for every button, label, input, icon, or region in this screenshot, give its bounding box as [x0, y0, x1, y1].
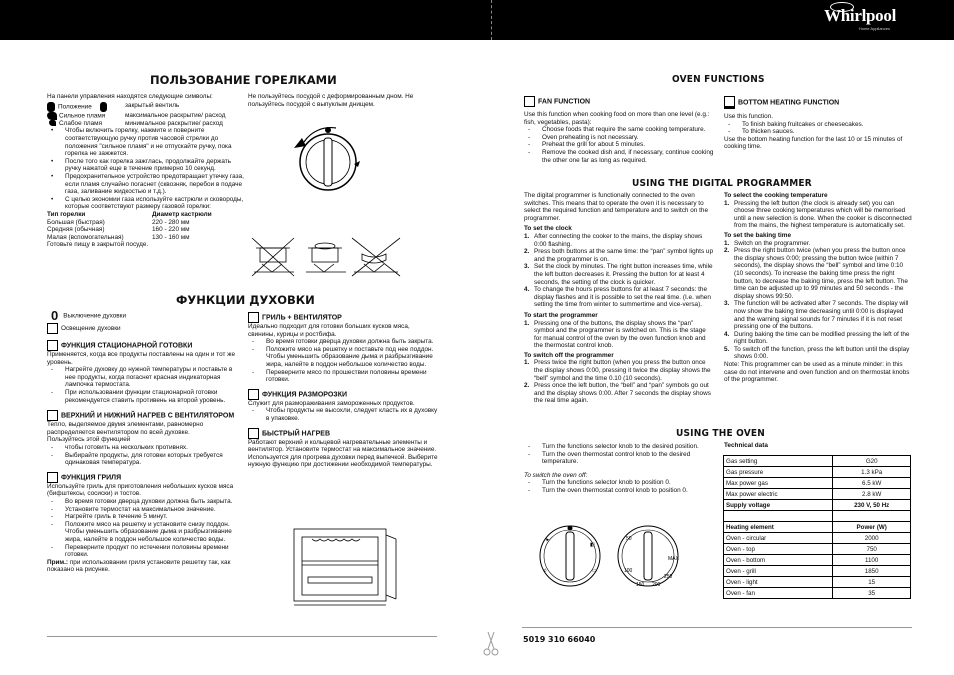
burner-bullet: • После того как горелка зажглась, продолжайте держать ручку нажатой еще в течение примерно 10 секунд. — [47, 158, 245, 173]
heading-text: ГРИЛЬ + ВЕНТИЛЯТОР — [262, 314, 342, 322]
using-item: - Turn the oven thermostat control knob to the desired temperature. — [524, 451, 714, 466]
header-bar — [0, 0, 954, 40]
burners-intro: На панели управления находятся следующие символы: — [47, 93, 213, 100]
off-label: Выключение духовки — [63, 312, 127, 320]
switch-step: 2. Press once the left button, the “bell” and “pan” symbols go out and the display shows 0:00. After 7 seconds the display shows the real time again. — [524, 382, 711, 405]
temp-step: 1. Pressing the left button (the clock is already set) you can choose three cooking temperatures which will be memorised until a new selection is done. When the cooker is disconnected from the mains, the highest temperature is automatically set. — [724, 199, 912, 230]
grill-item: - Установите термостат на максимальное значение. — [47, 506, 242, 514]
static-function-heading — [47, 340, 242, 351]
fan-icon — [524, 96, 535, 107]
clock-step: 4. To change the hours press buttons for at least 7 seconds: the display flashes and it is possible to set the real time. (I.e. when setting the time from winter to summertime and vice-versa). — [524, 286, 711, 309]
symbol-row-1 — [47, 112, 245, 120]
svg-text:▭: ▭ — [592, 568, 597, 574]
baking-step: 5. To switch off the function, press the left button until the display shows 0:00. — [724, 345, 910, 361]
zero-icon: 0 — [51, 308, 59, 323]
fan-function-item: - Oven preheating is not necessary. — [524, 134, 714, 142]
fan-function-text: Use this function when cooking food on more than one level (e.g.: fish, vegetables, pasta): — [524, 111, 710, 126]
clock-step: 3. Set the clock by minutes. The right button increases time, while the left button decreases it. Pressing the button for at least 4 seconds, the setting of the clock is quicker. — [524, 263, 713, 286]
power-value: 1100 — [833, 555, 911, 566]
fast-heat-text: Работают верхний и кольцевой нагревательные элементы и вентилятор. Установите термостат на максимальное значение. — [248, 438, 437, 454]
heading-text: ФУНКЦИЯ ГРИЛЯ — [61, 474, 122, 482]
tech-row — [724, 456, 911, 467]
burners-footer-note: Готовьте пищу в закрытой посуде. — [47, 241, 149, 249]
bottom-heat-icon — [724, 96, 735, 109]
baking-step: 4. During baking the time can be modified pressing the left of the right button. — [724, 330, 910, 346]
fan-function-section — [524, 96, 714, 164]
cookware-illustrations — [250, 236, 410, 280]
cell: 220 - 280 мм — [152, 218, 190, 226]
light-row — [47, 323, 242, 334]
knob-label: 150 — [636, 582, 645, 588]
grill-item: - Положите мясо на решетку и установите снизу поддон. Чтобы уменьшить образование дыма и разбрызгивание жира, налейте в поддон небольшое количество воды. — [47, 521, 242, 544]
tech-value: 6.5 kW — [833, 478, 911, 489]
heading-text: ФУНКЦИЯ СТАЦИОНАРНОЙ ГОТОВКИ — [61, 342, 193, 350]
cell: Средняя (обычная) — [47, 226, 105, 234]
set-baking-heading: To set the baking time — [724, 231, 791, 239]
power-header: Power (W) — [833, 522, 911, 533]
power-label: Oven - circular — [724, 533, 833, 544]
heading-text: БЫСТРЫЙ НАГРЕВ — [262, 429, 331, 437]
tech-value: G20 — [833, 456, 911, 467]
cell: 130 - 160 мм — [152, 233, 190, 241]
knob-label: MAX — [668, 556, 679, 562]
fast-heat-text: Используется для прогрева духовки перед выпечкой. Выберите нужную функцию при достижении необходимой температуры. — [248, 453, 438, 469]
tech-row — [724, 489, 911, 500]
oven-functions-title-ru: ФУНКЦИИ ДУХОВКИ — [176, 293, 315, 307]
oven-knobs-illustration — [536, 520, 696, 592]
oven-functions-right-col — [248, 312, 438, 469]
small-flame-icon — [49, 120, 56, 126]
switch-oven-off-heading: To switch the oven off: — [524, 471, 588, 479]
select-temp-heading: To select the cooking temperature — [724, 192, 828, 199]
part-number: 5019 310 66040 — [523, 635, 596, 644]
big-flame-icon — [47, 112, 57, 120]
right-page-divider — [522, 627, 912, 628]
grill-note — [47, 559, 242, 574]
static-item: - При использовании функции стационарной готовки рекомендуется ставить противень на второй уровень. — [47, 389, 242, 404]
power-row — [724, 555, 911, 566]
tech-label: Gas pressure — [724, 467, 833, 478]
clock-step: 1. After connecting the cooker to the mains, the display shows 0:00 flashing. — [524, 232, 703, 248]
burner-table-header — [47, 211, 245, 219]
symbol-label: Сильное пламя — [59, 112, 106, 120]
note-label: Прим.: — [47, 558, 69, 566]
left-page-divider — [47, 636, 437, 637]
tech-value: 1.3 kPa — [833, 467, 911, 478]
start-step: 1. Pressing one of the buttons, the display shows the “pan” symbol and the programmer is switched on. This is the stage for manual control of the oven by the oven function knob and the thermostat control knob. — [524, 319, 706, 350]
fan-item: - чтобы готовить на нескольких противнях. — [47, 444, 242, 452]
heading-text: ВЕРХНИЙ И НИЖНИЙ НАГРЕВ С ВЕНТИЛЯТОРОМ — [61, 412, 235, 420]
tech-row — [724, 478, 911, 489]
baking-step: 2. Press the right button twice (when you press the button once the display shows 0:00; pressing the button twice (within 7 seconds), the display shows the “bell” symbol and time 0:10 (10 seconds). To increase the baking time press the right button, to decrease the baking time, press the left button. The time can be adjusted up to 99 minutes and 50 seconds - the display shows 99:50. — [724, 247, 908, 300]
power-label: Oven - light — [724, 577, 833, 588]
fan-heat-heading — [47, 410, 242, 421]
fan-item: - Выбирайте продукты, для готовки которых требуется одинаковая температура. — [47, 452, 242, 467]
cell: 160 - 220 мм — [152, 226, 190, 234]
defrost-heading — [248, 389, 438, 400]
power-label: Oven - grill — [724, 566, 833, 577]
tech-label: Max power electric — [724, 489, 833, 500]
header-cell: Диаметр кастрюли — [152, 211, 212, 218]
grill-item: - Нагрейте гриль в течение 5 минут. — [47, 513, 242, 521]
tech-label: Max power gas — [724, 478, 833, 489]
grill-text: Используйте гриль для приготовления небольших кусков мяса (бифштексы, сосиски) и тостов. — [47, 482, 234, 498]
grill-icon — [47, 472, 58, 483]
brand-tagline: Home Appliances — [858, 26, 890, 31]
knob-label: 250 — [664, 574, 673, 580]
fast-heat-icon — [248, 428, 259, 439]
oven-off-item: - Turn the functions selector knob to position 0. — [524, 479, 714, 487]
power-label: Oven - top — [724, 544, 833, 555]
symbol-value: закрытый вентиль — [125, 101, 180, 109]
symbol-row-0 — [47, 102, 245, 112]
baking-step: 3. The function will be activated after 7 seconds. The display will now show the baking time decreasing until 0:00 is displayed and the warning signal sounds for 7 minutes if it is not reset pressing one of the buttons. — [724, 300, 909, 331]
burner-knob-illustration — [280, 120, 380, 200]
technical-data-heading: Technical data — [724, 442, 768, 449]
cookware-note: Не пользуйтесь посудой с деформированным дном. Не пользуйтесь посудой с выпуклым днищем. — [248, 93, 414, 108]
static-item: - Нагрейте духовку до нужной температуры и поставьте в нее продукты, когда погаснет красная индикаторная лампочка термостата. — [47, 366, 242, 389]
brand-logo: Whirlpool — [824, 6, 896, 25]
power-header: Heating element — [724, 522, 833, 533]
fast-heat-heading — [248, 428, 438, 439]
header-cell: Тип горелки — [47, 211, 86, 218]
knob-label: 50 — [626, 536, 632, 542]
defrost-text: Служит для размораживания замороженных продуктов. — [248, 399, 415, 407]
power-value: 2000 — [833, 533, 911, 544]
power-value: 15 — [833, 577, 911, 588]
bottom-heating-text: Use the bottom heating function for the last 10 or 15 minutes of cooking time. — [724, 135, 903, 151]
start-programmer-heading: To start the programmer — [524, 311, 598, 319]
bottom-heating-item: - To thicken sauces. — [724, 128, 914, 136]
set-clock-heading: To set the clock — [524, 225, 572, 233]
burner-bullet: • Предохранительное устройство предотвращает утечку газа, если пламя случайно погаснет (сквозняк, перебои в подаче газа, заливание жидкостью и т.д.). — [47, 173, 245, 196]
svg-text:◧: ◧ — [590, 542, 595, 548]
fan-text: Тепло, выделяемое двумя элементами, равномерно распределяется вентилятором по всей духовке. — [47, 421, 204, 436]
power-label: Oven - bottom — [724, 555, 833, 566]
grill-fan-item: - Во время готовки дверца духовки должна быть закрыта. — [248, 338, 438, 346]
knob-label: 100 — [624, 568, 633, 574]
programmer-left-col — [524, 192, 714, 405]
bottom-heating-heading — [724, 96, 914, 109]
power-value: 35 — [833, 588, 911, 599]
oven-off-item: - Turn the oven thermostat control knob to position 0. — [524, 487, 714, 495]
light-label: Освещение духовки — [61, 325, 121, 333]
grill-item: - Во время готовки дверца духовки должна быть закрыта. — [47, 498, 242, 506]
bottom-heating-section — [724, 96, 914, 151]
static-text: Применяется, когда все продукты поставлены на один и тот же уровень. — [47, 351, 236, 366]
bottom-heating-text: Use this function. — [724, 113, 774, 120]
fan-heat-icon — [47, 410, 58, 421]
technical-data-table — [723, 455, 911, 599]
fan-text: Пользуйтесь этой функцией — [47, 436, 131, 444]
off-row — [47, 308, 242, 323]
power-row — [724, 544, 911, 555]
power-row — [724, 566, 911, 577]
oven-functions-left-col — [47, 308, 242, 574]
fan-function-item: - Remove the cooked dish and, if necessary, continue cooking the other one far as long as required. — [524, 149, 714, 164]
fan-function-item: - Preheat the grill for about 5 minutes. — [524, 141, 714, 149]
grill-item: - Переверните продукт по истечении половины времени готовки. — [47, 544, 242, 559]
static-heat-icon — [47, 340, 58, 351]
using-item: - Turn the functions selector knob to the desired position. — [524, 443, 714, 451]
power-row — [724, 588, 911, 599]
lamp-icon — [47, 323, 58, 334]
tech-label: Gas setting — [724, 456, 833, 467]
clock-step: 2. Press both buttons at the same time: the “pan” symbol lights up and the programmer is on. — [524, 248, 714, 263]
power-label: Oven - fan — [724, 588, 833, 599]
cell: Малая (вспомогательная) — [47, 233, 124, 241]
bottom-heating-item: - To finish baking fruitcakes or cheesecakes. — [724, 121, 914, 129]
oven-functions-title: OVEN FUNCTIONS — [672, 74, 765, 85]
programmer-title: USING THE DIGITAL PROGRAMMER — [632, 178, 812, 189]
burners-title: ПОЛЬЗОВАНИЕ ГОРЕЛКАМИ — [150, 73, 337, 87]
symbol-label: Положение — [58, 103, 92, 111]
svg-text:◊: ◊ — [544, 568, 547, 574]
knob-label: 200 — [652, 582, 661, 588]
tech-value: 2.8 kW — [833, 489, 911, 500]
svg-text:▲: ▲ — [543, 535, 552, 544]
defrost-item: - Чтобы продукты не высохли, следует класть их в духовку в упаковке. — [248, 407, 438, 422]
defrost-icon — [248, 389, 259, 400]
using-oven-title: USING THE OVEN — [676, 428, 765, 439]
fan-function-item: - Choose foods that require the same cooking temperature. — [524, 126, 714, 134]
programmer-note: Note: This programmer can be used as a minute minder: in this case do not intervene and oven function and on thermostat knobs of the programmer. — [724, 361, 910, 384]
power-value: 1850 — [833, 566, 911, 577]
burners-section — [47, 93, 245, 249]
off-symbol-icon — [47, 102, 55, 112]
grill-fan-item: - Положите мясо на решетку и поставьте под нее поддон. Чтобы уменьшить образование дыма и разбрызгивание жира, налейте в поддон небольшое количество воды. — [248, 346, 438, 369]
heading-text: BOTTOM HEATING FUNCTION — [738, 99, 840, 107]
burner-table-row — [47, 226, 245, 234]
using-oven-section — [524, 443, 714, 495]
oven-rack-illustration — [290, 525, 400, 610]
grill-heading — [47, 472, 242, 483]
burner-bullet: • С целью экономии газа используйте кастрюли и сковороды, которые соответствуют размеру газовой горелки: — [47, 196, 245, 211]
cell: Большая (быстрая) — [47, 218, 105, 226]
grill-fan-item: - Переверните мясо по прошествии половины времени готовки. — [248, 369, 438, 384]
tech-row — [724, 467, 911, 478]
tech-value: 230 V, 50 Hz — [833, 500, 911, 511]
power-row — [724, 577, 911, 588]
grill-fan-heading — [248, 312, 438, 323]
burner-bullet: • Чтобы включить горелку, нажмите и поверните соответствующую ручку против часовой стрелки до положения "сильное пламя" и не отпускайте ручку, пока горелка не зажжется. — [47, 127, 245, 157]
tech-label: Supply voltage — [724, 500, 833, 511]
note-text: при использовании гриля установите решетку так, как показано на рисунке. — [47, 558, 231, 574]
switch-off-heading: To switch off the programmer — [524, 351, 614, 359]
power-value: 750 — [833, 544, 911, 555]
programmer-right-col — [724, 192, 914, 384]
power-header-row — [724, 522, 911, 533]
grill-fan-icon — [248, 312, 259, 323]
symbol-value: минимальное раскрытие/ расход — [125, 119, 223, 127]
switch-step: 1. Press twice the right button (when you press the button once the display shows 0:00, pressing it twice the display shows the “bell” symbol and the time 0.10 (10 seconds). — [524, 359, 711, 382]
power-row — [724, 533, 911, 544]
heading-text: FAN FUNCTION — [538, 98, 591, 106]
baking-step: 1. Switch on the programmer. — [724, 239, 811, 247]
symbol-value: максимальное раскрытие/ расход — [125, 111, 226, 119]
grill-fan-text: Идеально подходит для готовки больших кусков мяса, свинины, курицы и ростбифа. — [248, 323, 410, 338]
scissors-icon — [482, 630, 500, 658]
heading-text: ФУНКЦИЯ РАЗМОРОЗКИ — [262, 391, 347, 399]
knob-off-icon — [100, 102, 107, 112]
programmer-intro: The digital programmer is functionally connected to the oven switches. This means that to operate the oven it is necessary to select the required function and temperature and to switch on the programmer. — [524, 192, 709, 222]
tech-row — [724, 500, 911, 511]
symbol-label: Слабое пламя — [59, 119, 103, 127]
fold-line — [491, 0, 492, 40]
fan-function-heading — [524, 96, 714, 107]
